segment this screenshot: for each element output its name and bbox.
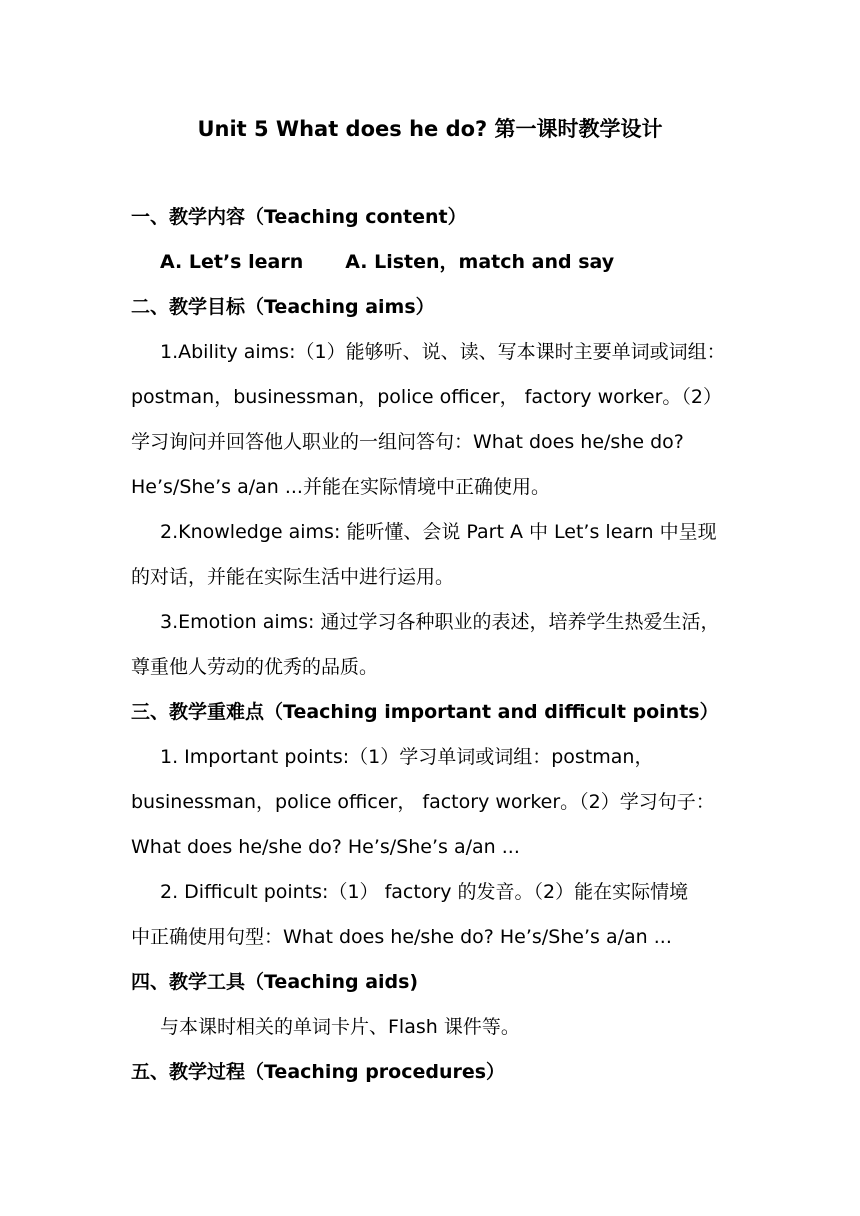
points-paragraph-line: 1. Important points:（1）学习单词或词组：postman， xyxy=(160,746,654,768)
points-paragraph-line: What does he/she do? He’s/She’s a/an ... xyxy=(131,836,520,858)
aims-paragraph-line: 2.Knowledge aims: 能听懂、会说 Part A 中 Let’s learn 中呈现 xyxy=(160,521,717,543)
section-heading-procedures: 五、教学过程（Teaching procedures） xyxy=(131,1061,506,1083)
aims-paragraph-line: He’s/She’s a/an ...并能在实际情境中正确使用。 xyxy=(131,476,550,498)
content-item-listen-match: A. Listen，match and say xyxy=(345,251,615,273)
content-items xyxy=(160,240,614,285)
document-title: Unit 5 What does he do? 第一课时教学设计 xyxy=(197,117,663,141)
aims-paragraph-line: 学习询问并回答他人职业的一组问答句：What does he/she do? xyxy=(131,431,684,453)
aims-paragraph-line: 3.Emotion aims: 通过学习各种职业的表述，培养学生热爱生活， xyxy=(160,611,720,633)
content-item-lets-learn: A. Let’s learn xyxy=(160,251,304,273)
aids-paragraph-line: 与本课时相关的单词卡片、Flash 课件等。 xyxy=(160,1016,520,1038)
section-heading-content: 一、教学内容（Teaching content） xyxy=(131,206,467,228)
aims-paragraph-line: 的对话，并能在实际生活中进行运用。 xyxy=(131,566,455,588)
section-heading-points: 三、教学重难点（Teaching important and difficult points） xyxy=(131,701,719,723)
section-heading-aids: 四、教学工具（Teaching aids) xyxy=(131,971,419,993)
points-paragraph-line: businessman，police officer， factory worker。（2）学习句子： xyxy=(131,791,715,813)
aims-paragraph-line: 1.Ability aims:（1）能够听、说、读、写本课时主要单词或词组： xyxy=(160,341,726,363)
aims-paragraph-line: postman，businessman，police officer， factory worker。（2） xyxy=(131,386,722,408)
points-paragraph-line: 2. Difficult points:（1） factory 的发音。（2）能在实际情境 xyxy=(160,881,689,903)
points-paragraph-line: 中正确使用句型：What does he/she do? He’s/She’s a/an ... xyxy=(131,926,672,948)
section-heading-aims: 二、教学目标（Teaching aims） xyxy=(131,296,435,318)
aims-paragraph-line: 尊重他人劳动的优秀的品质。 xyxy=(131,656,379,678)
